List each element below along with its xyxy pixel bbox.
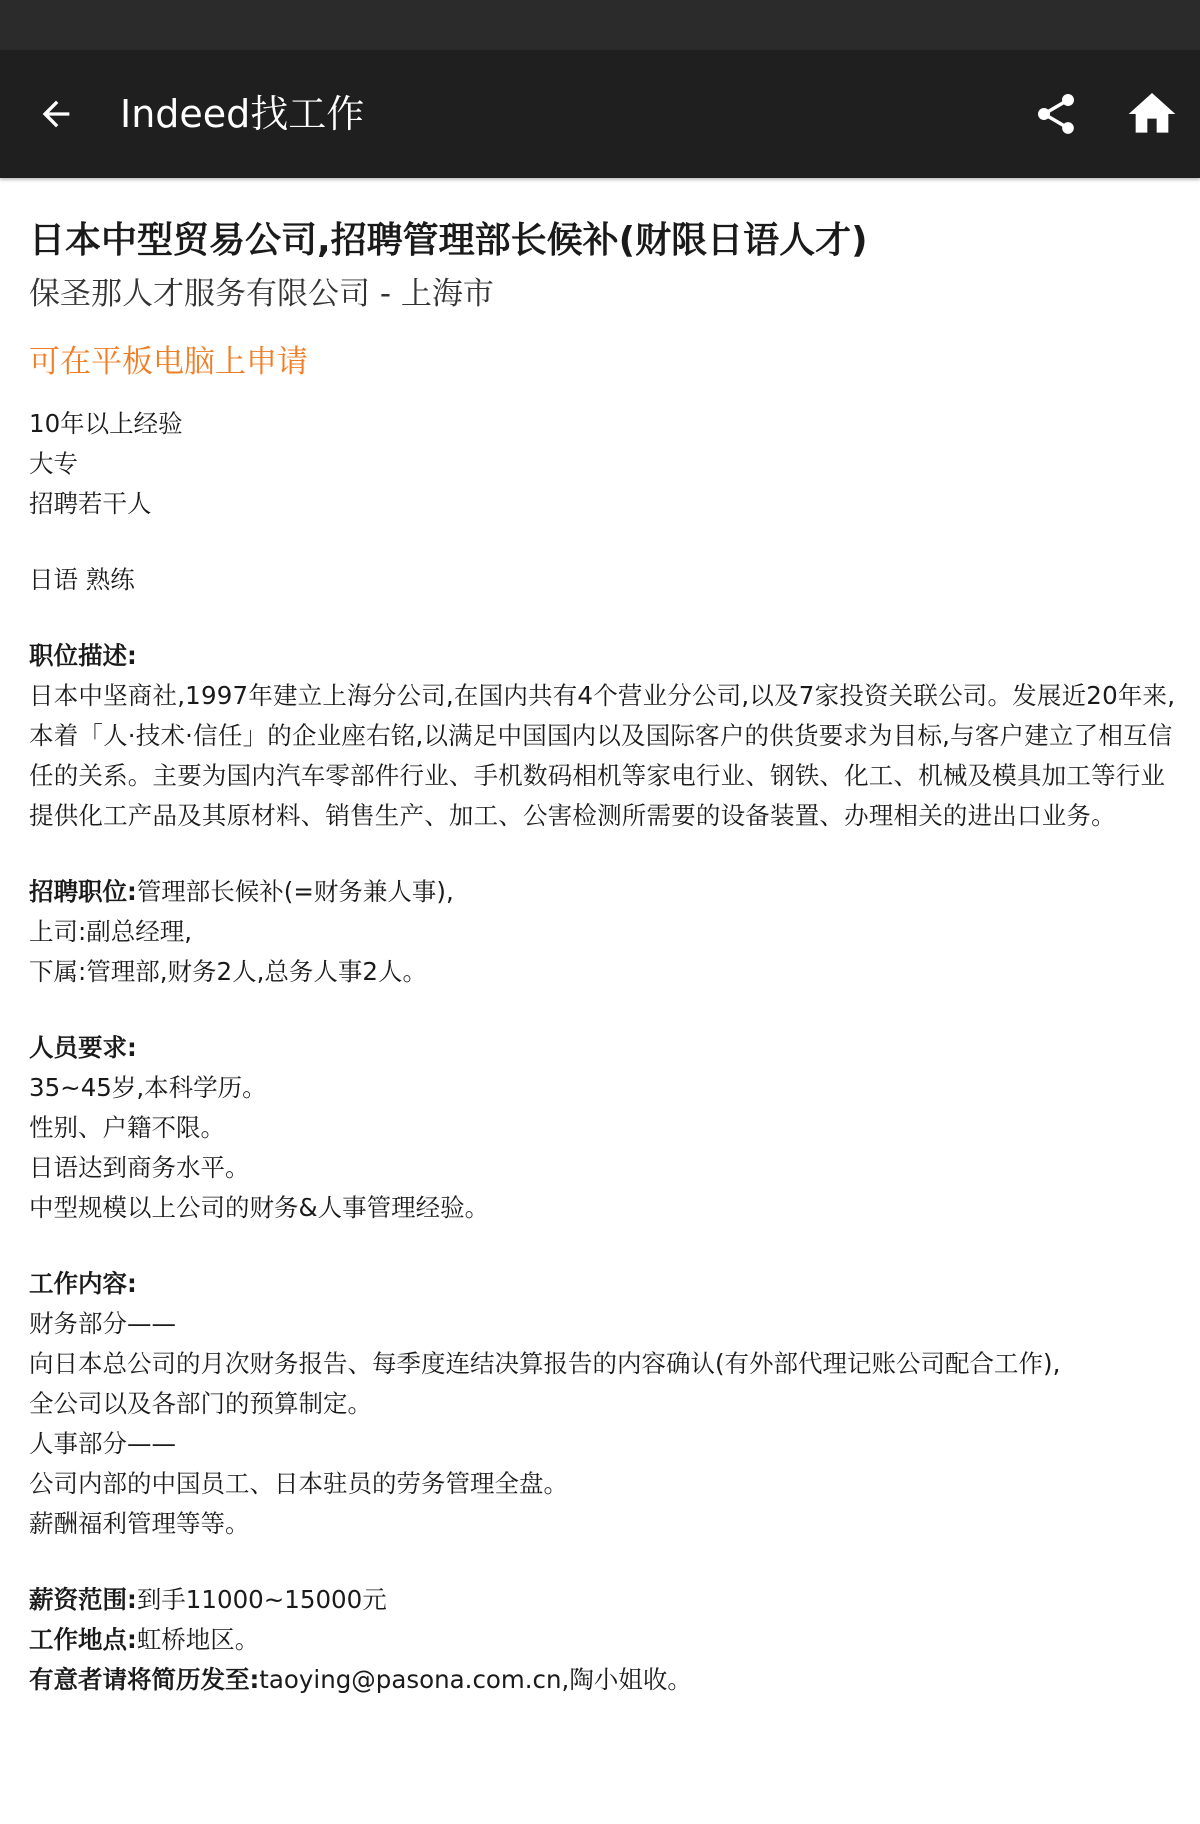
duty-item: 全公司以及各部门的预算制定。 bbox=[29, 1389, 372, 1418]
duty-item: 财务部分—— bbox=[29, 1309, 176, 1338]
description-text: 日本中坚商社,1997年建立上海分公司,在国内共有4个营业分公司,以及7家投资关联公司。发展近20年来,本着「人·技术·信任」的企业座右铭,以满足中国国内以及国际客户的供货要求为目标,与客户建立了相互信任的关系。主要为国内汽车零部件行业、手机数码相机等家电行业、钢铁、化工、机械及模具加工等行业提供化工产品及其原材料、销售生产、加工、公害检测所需要的设备装置、办理相关的进出口业务。 bbox=[29, 681, 1176, 830]
requirement-item: 性别、户籍不限。 bbox=[29, 1113, 225, 1142]
experience-requirement: 10年以上经验 bbox=[29, 409, 183, 438]
duty-item: 向日本总公司的月次财务报告、每季度连结决算报告的内容确认(有外部代理记账公司配合工作), bbox=[29, 1349, 1061, 1378]
salary-label: 薪资范围: bbox=[29, 1585, 137, 1614]
job-meta bbox=[29, 404, 1179, 1700]
position-subordinates: 下属:管理部,财务2人,总务人事2人。 bbox=[29, 957, 428, 986]
position-value: 管理部长候补(=财务兼人事), bbox=[136, 877, 454, 906]
headcount: 招聘若干人 bbox=[29, 489, 152, 518]
home-button[interactable] bbox=[1124, 86, 1180, 142]
position-supervisor: 上司:副总经理, bbox=[29, 917, 193, 946]
job-title: 日本中型贸易公司,招聘管理部长候补(财限日语人才) bbox=[29, 220, 868, 261]
position-label: 招聘职位: bbox=[29, 877, 137, 906]
contact-line bbox=[29, 1660, 1179, 1700]
requirements-heading: 人员要求: bbox=[29, 1033, 137, 1062]
duty-item: 人事部分—— bbox=[29, 1429, 176, 1458]
share-button[interactable] bbox=[1030, 86, 1082, 142]
requirement-item: 35~45岁,本科学历。 bbox=[29, 1073, 267, 1102]
description-heading: 职位描述: bbox=[29, 641, 137, 670]
position-line bbox=[29, 872, 1179, 912]
education-requirement: 大专 bbox=[29, 449, 78, 478]
contact-label: 有意者请将简历发至: bbox=[29, 1665, 260, 1694]
language-requirement: 日语 熟练 bbox=[29, 565, 135, 594]
home-icon bbox=[1124, 86, 1180, 142]
work-location-label: 工作地点: bbox=[29, 1625, 137, 1654]
duty-item: 薪酬福利管理等等。 bbox=[29, 1509, 250, 1538]
apply-on-tablet-link[interactable]: 可在平板电脑上申请 bbox=[29, 344, 308, 380]
salary-value: 到手11000~15000元 bbox=[136, 1585, 387, 1614]
requirement-item: 中型规模以上公司的财务&人事管理经验。 bbox=[29, 1193, 490, 1222]
job-detail-content bbox=[29, 178, 1179, 1700]
share-icon bbox=[1032, 90, 1080, 138]
work-location-value: 虹桥地区。 bbox=[136, 1625, 260, 1654]
duty-item: 公司内部的中国员工、日本驻员的劳务管理全盘。 bbox=[29, 1469, 568, 1498]
back-button[interactable] bbox=[30, 84, 82, 144]
app-title: Indeed找工作 bbox=[120, 92, 365, 136]
company-location: 保圣那人才服务有限公司 - 上海市 bbox=[29, 276, 494, 312]
contact-email[interactable]: taoying@pasona.com.cn,陶小姐收。 bbox=[259, 1665, 692, 1694]
arrow-left-icon bbox=[36, 94, 76, 134]
duties-heading: 工作内容: bbox=[29, 1269, 137, 1298]
salary-line bbox=[29, 1580, 1179, 1620]
work-location-line bbox=[29, 1620, 1179, 1660]
requirement-item: 日语达到商务水平。 bbox=[29, 1153, 250, 1182]
status-bar bbox=[0, 0, 1200, 50]
